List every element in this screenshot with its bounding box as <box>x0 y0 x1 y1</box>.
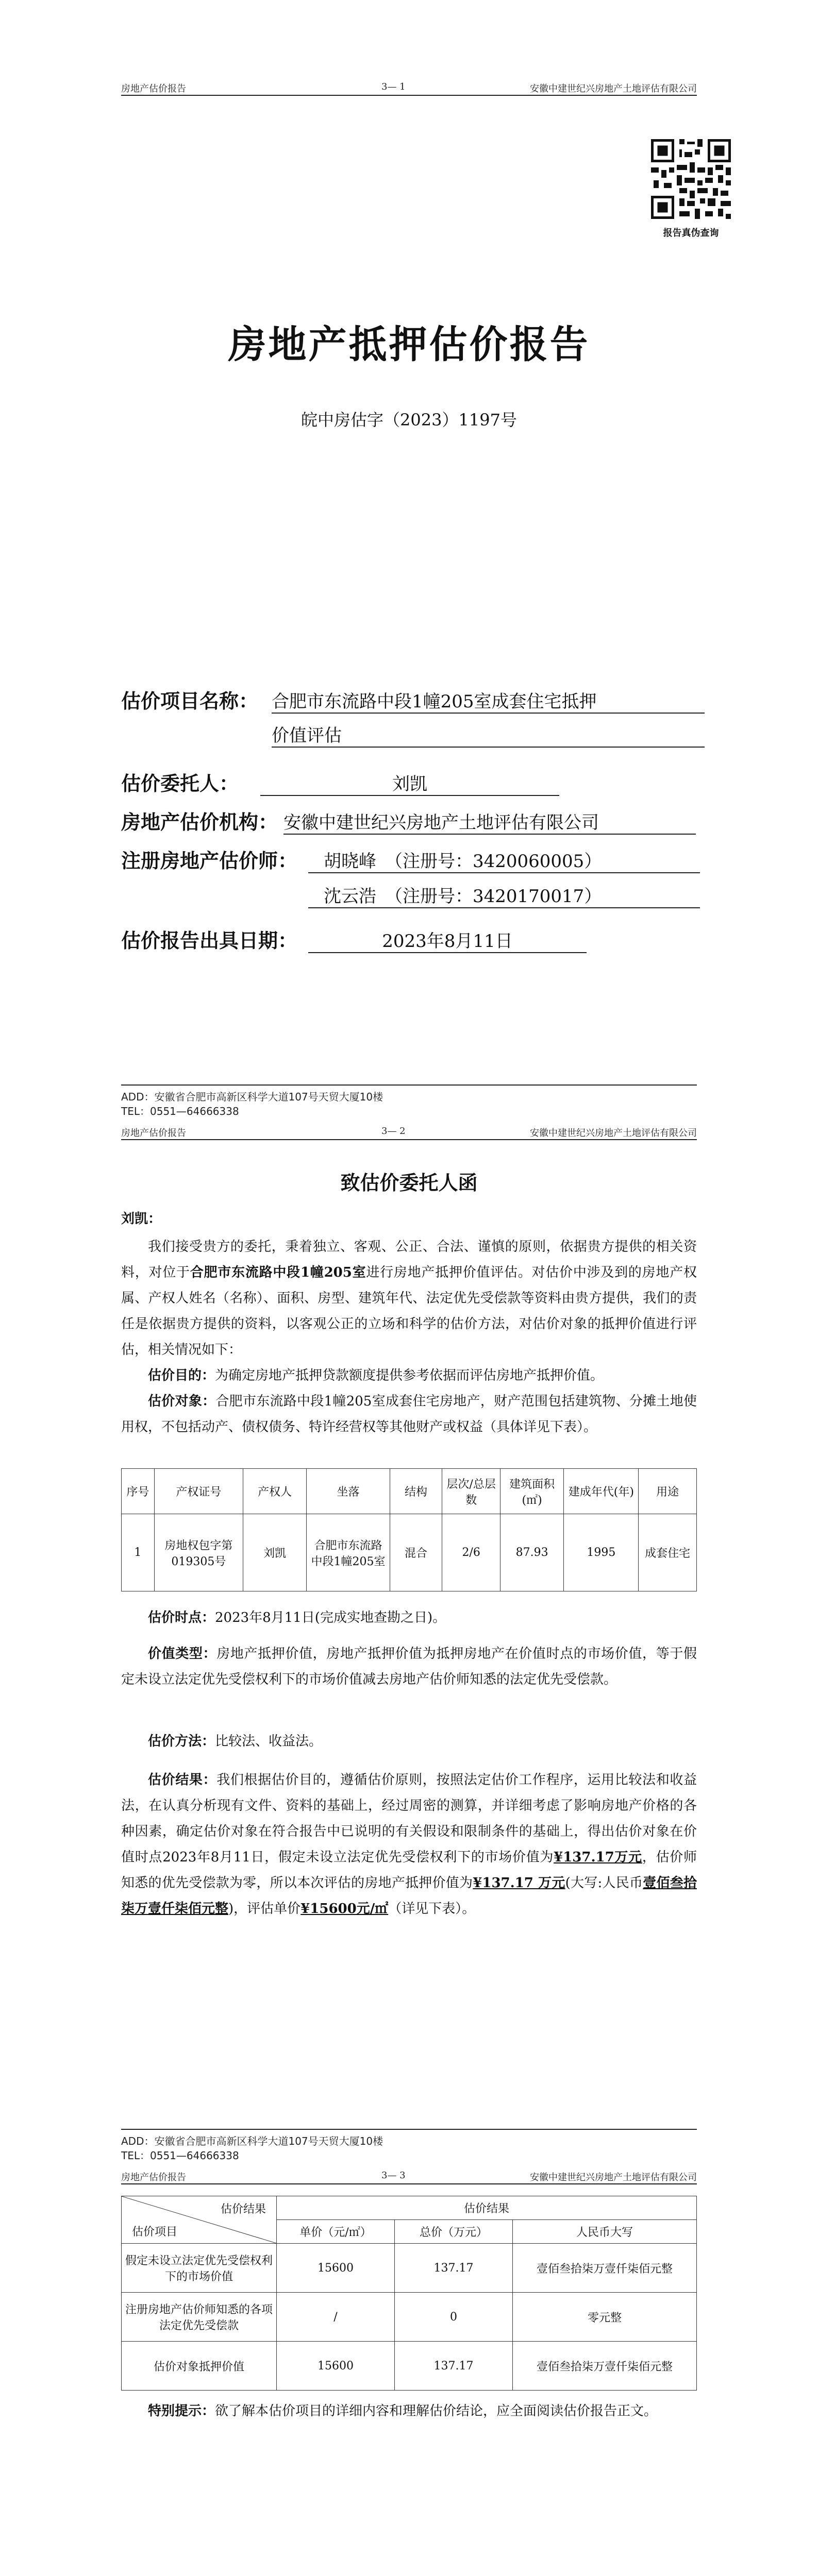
org-value: 安徽中建世纪兴房地产土地评估有限公司 <box>283 808 696 835</box>
item-cell: 注册房地产估价师知悉的各项法定优先受偿款 <box>122 2293 277 2342</box>
page-number: 3— 3 <box>381 2170 406 2181</box>
table-row <box>122 2342 697 2391</box>
col-header: 层次/总层数 <box>442 1469 500 1514</box>
type-label: 价值类型： <box>148 1646 217 1662</box>
date-label: 估价报告出具日期： <box>121 929 298 952</box>
col-header: 序号 <box>122 1469 155 1514</box>
property-address: 合肥市东流路中段1幢205室 <box>190 1265 366 1280</box>
type-paragraph <box>121 1641 697 1692</box>
col-header: 建筑面积(㎡) <box>500 1469 563 1514</box>
time-paragraph <box>121 1605 697 1631</box>
purpose-paragraph <box>121 1363 697 1388</box>
table-row <box>122 2244 697 2293</box>
mortgage-value: ¥137.17 万元 <box>473 1875 565 1891</box>
col-header: 建成年代(年) <box>564 1469 639 1514</box>
col-header: 用途 <box>639 1469 697 1514</box>
project-value-line1: 合肥市东流路中段1幢205室成套住宅抵押 <box>272 687 705 714</box>
client-label: 估价委托人： <box>121 772 239 795</box>
corner-bottom: 估价项目 <box>132 2226 178 2239</box>
purpose-text: 为确定房地产抵押贷款额度提供参考依据而评估房地产抵押价值。 <box>215 1368 604 1383</box>
cell: 混合 <box>390 1514 442 1591</box>
col-header: 单价（元/㎡） <box>277 2220 395 2244</box>
result-text-4: )，评估单价 <box>228 1901 301 1917</box>
page-footer <box>121 1090 383 1118</box>
cell: 1995 <box>564 1514 639 1591</box>
intro-text: 我们接受贵方的委托，秉着独立、客观、公正、合法、谨慎的原则，依据贵方提供的相关资料，对位于 <box>121 1239 697 1280</box>
footer-address: ADD：安徽省合肥市高新区科学大道107号天贸大厦10楼 <box>121 1091 383 1103</box>
item-cell: 假定未设立法定优先受偿权利下的市场价值 <box>122 2244 277 2293</box>
footer-address: ADD：安徽省合肥市高新区科学大道107号天贸大厦10楼 <box>121 2135 383 2147</box>
unit-price: ¥15600元/㎡ <box>301 1901 389 1917</box>
notice-text: 欲了解本估价项目的详细内容和理解估价结论，应全面阅读估价报告正文。 <box>215 2403 658 2419</box>
cell: 成套住宅 <box>639 1514 697 1591</box>
intro-paragraph <box>121 1234 697 1363</box>
upper-cell: 壹佰叁拾柒万壹仟柒佰元整 <box>513 2342 697 2391</box>
result-text-2: ，估价师知悉的优先受偿款为零，所以本次评估的房地产抵押价值为 <box>121 1850 697 1891</box>
org-label: 房地产估价机构： <box>121 811 278 834</box>
object-text: 合肥市东流路中段1幢205室成套住宅房地产，财产范围包括建筑物、分摊土地使用权，不包括动产、债权债务、特许经营权等其他财产或权益（具体详见下表）。 <box>121 1394 697 1435</box>
header-left: 房地产估价报告 <box>121 2172 186 2183</box>
unit-cell: / <box>277 2293 395 2342</box>
upper-cell: 零元整 <box>513 2293 697 2342</box>
appraiser-label: 注册房地产估价师： <box>121 850 298 872</box>
header-rule <box>121 95 697 96</box>
item-cell: 估价对象抵押价值 <box>122 2342 277 2391</box>
method-text: 比较法、收益法。 <box>215 1734 323 1749</box>
purpose-label: 估价目的： <box>148 1368 215 1383</box>
col-header: 产权证号 <box>154 1469 243 1514</box>
salutation: 刘凯： <box>121 1211 162 1227</box>
result-text: 我们根据估价目的，遵循估价原则，按照法定估价工作程序，运用比较法和收益法，在认真分析现有文件、资料的基础上，经过周密的测算，并详细考虑了影响房地产价格的各种因素，确定估价对象在符合报告中已说明的有关假设和限制条件的基础上，得出估价对象在价值时点2023年8月11日，假定未设立法定优先受偿权利下的市场价值为 <box>121 1772 697 1865</box>
type-text: 房地产抵押价值，房地产抵押价值为抵押房地产在价值时点的市场价值，等于假定未设立法定优先受偿权利下的市场价值减去房地产估价师知悉的法定优先受偿款。 <box>121 1646 697 1687</box>
header-rule <box>121 1139 697 1140</box>
upper-cell: 壹佰叁拾柒万壹仟柒佰元整 <box>513 2244 697 2293</box>
cell: 合肥市东流路中段1幢205室 <box>307 1514 390 1591</box>
cell: 2/6 <box>442 1514 500 1591</box>
page-number: 3— 1 <box>381 81 406 92</box>
header-left: 房地产估价报告 <box>121 1128 186 1139</box>
notice-label: 特别提示： <box>148 2403 215 2419</box>
letter-title: 致估价委托人函 <box>340 1171 478 1194</box>
header-right: 安徽中建世纪兴房地产土地评估有限公司 <box>530 83 697 94</box>
method-label: 估价方法： <box>148 1734 215 1749</box>
footer-tel: TEL：0551—64666338 <box>121 1105 239 1117</box>
result-table <box>121 2196 697 2391</box>
cell: 房地权包字第019305号 <box>154 1514 243 1591</box>
cell: 刘凯 <box>243 1514 306 1591</box>
market-value: ¥137.17万元 <box>554 1850 642 1865</box>
header-right: 安徽中建世纪兴房地产土地评估有限公司 <box>530 2172 697 2183</box>
project-label: 估价项目名称： <box>121 690 259 713</box>
cell: 87.93 <box>500 1514 563 1591</box>
value-in-words: 壹佰叁拾柒万壹仟柒佰元整 <box>121 1875 697 1917</box>
total-cell: 137.17 <box>395 2342 513 2391</box>
time-text: 2023年8月11日(完成实地查勘之日)。 <box>215 1610 446 1625</box>
col-header: 人民币大写 <box>513 2220 697 2244</box>
property-table <box>121 1468 697 1591</box>
table-row <box>122 2293 697 2342</box>
col-header: 坐落 <box>307 1469 390 1514</box>
table-header-row <box>122 1469 697 1514</box>
result-paragraph <box>121 1767 697 1922</box>
header-left: 房地产估价报告 <box>121 83 186 94</box>
qr-code-icon[interactable] <box>648 137 733 222</box>
appraiser-1: 胡晓峰 （注册号：3420060005） <box>308 847 700 873</box>
diagonal-header-cell <box>122 2196 277 2244</box>
footer-tel: TEL：0551—64666338 <box>121 2149 239 2162</box>
group-header: 估价结果 <box>277 2196 697 2220</box>
time-label: 估价时点： <box>148 1610 215 1625</box>
result-text-5: （详见下表）。 <box>388 1901 476 1917</box>
table-row <box>122 1514 697 1591</box>
unit-cell: 15600 <box>277 2244 395 2293</box>
col-header: 结构 <box>390 1469 442 1514</box>
issue-date: 2023年8月11日 <box>308 927 587 953</box>
page-number: 3— 2 <box>381 1126 406 1137</box>
footer-rule <box>121 1084 697 1086</box>
header-rule <box>121 2183 697 2184</box>
qr-caption: 报告真伪查询 <box>663 228 719 239</box>
result-text-3: (大写:人民币 <box>565 1875 643 1891</box>
client-value: 刘凯 <box>260 770 559 796</box>
page-footer <box>121 2134 383 2163</box>
result-label: 估价结果： <box>148 1772 217 1788</box>
col-header: 产权人 <box>243 1469 306 1514</box>
method-paragraph <box>121 1728 697 1754</box>
corner-top: 估价结果 <box>220 2203 266 2216</box>
report-number: 皖中房估字（2023）1197号 <box>301 410 517 430</box>
header-right: 安徽中建世纪兴房地产土地评估有限公司 <box>530 1128 697 1139</box>
appraiser-2: 沈云浩 （注册号：3420170017） <box>308 882 700 908</box>
total-cell: 137.17 <box>395 2244 513 2293</box>
footer-rule <box>121 2129 697 2130</box>
unit-cell: 15600 <box>277 2342 395 2391</box>
report-title: 房地产抵押估价报告 <box>228 323 590 367</box>
cell: 1 <box>122 1514 155 1591</box>
col-header: 总价（万元） <box>395 2220 513 2244</box>
total-cell: 0 <box>395 2293 513 2342</box>
object-label: 估价对象： <box>148 1394 216 1409</box>
object-paragraph <box>121 1388 697 1440</box>
intro-text-cont: 进行房地产抵押价值评估。对估价中涉及到的房地产权属、产权人姓名（名称）、面积、房型、建筑年代、法定优先受偿款等资料由贵方提供，我们的责任是依据贵方提供的资料，以客观公正的立场和科学的估价方法，对估价对象的抵押价值进行评估，相关情况如下： <box>121 1265 697 1358</box>
project-field <box>121 685 258 714</box>
project-value-line2: 价值评估 <box>272 721 705 748</box>
notice-paragraph <box>121 2398 697 2424</box>
